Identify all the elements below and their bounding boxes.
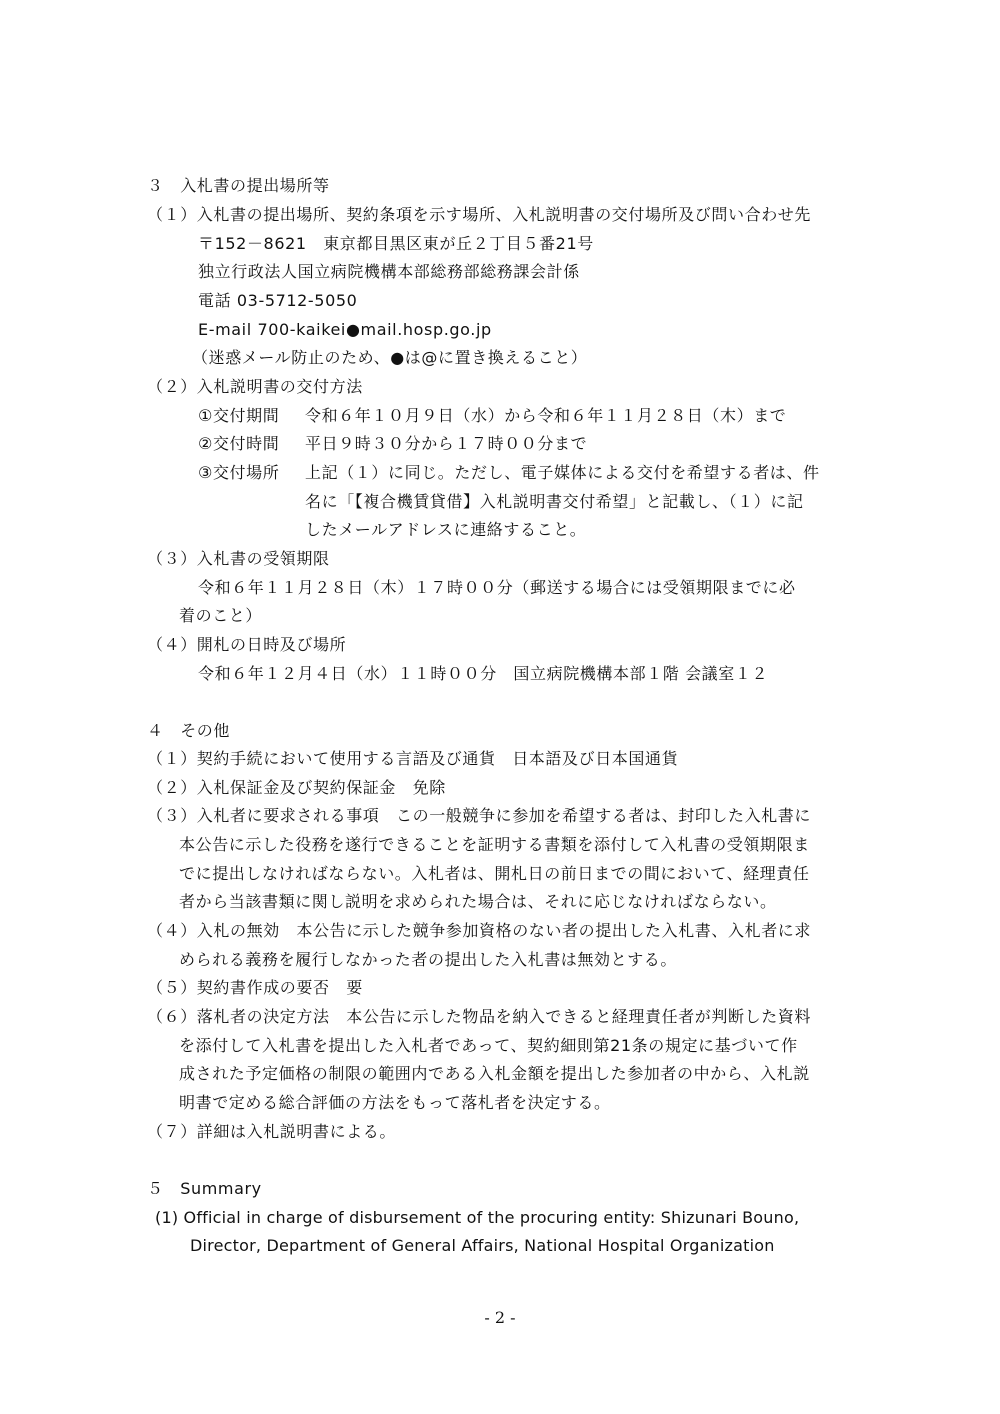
s4-item4-line: （４）入札の無効 本公告に示した競争参加資格のない者の提出した入札書、入札者に求: [147, 921, 812, 940]
s4-item6-line: を添付して入札書を提出した入札者であって、契約細則第21条の規定に基づいて作: [179, 1036, 798, 1055]
s4-item3-line: 本公告に示した役務を遂行できることを証明する書類を添付して入札書の受領期限ま: [179, 835, 810, 854]
s4-item6-line: 成された予定価格の制限の範囲内である入札金額を提出した参加者の中から、入札説: [179, 1064, 810, 1083]
s4-item3-line: 者から当該書類に関し説明を求められた場合は、それに応じなければならない。: [179, 892, 777, 911]
s3-place-label: ③交付場所: [198, 463, 280, 482]
s3-period-label: ①交付期間: [198, 406, 280, 425]
section-4-heading: ４ その他: [147, 721, 231, 740]
s3-item4-line1: 令和６年１２月４日（水）１１時００分 国立病院機構本部１階 会議室１２: [198, 664, 769, 683]
s3-item4-label: （４）開札の日時及び場所: [147, 635, 347, 654]
section-5-heading: ５ Summary: [147, 1179, 262, 1198]
s3-period-value: 令和６年１０月９日（水）から令和６年１１月２８日（木）まで: [305, 406, 787, 425]
s4-item6-line: 明書で定める総合評価の方法をもって落札者を決定する。: [179, 1093, 611, 1112]
s3-place-value-2: 名に「【複合機賃貸借】入札説明書交付希望」と記載し、（１）に記: [305, 492, 804, 511]
s3-organization: 独立行政法人国立病院機構本部総務部総務課会計係: [198, 262, 580, 281]
s5-item1-line2: Director, Department of General Affairs, National Hospital Organization: [190, 1236, 775, 1255]
s4-item2: （２）入札保証金及び契約保証金 免除: [147, 778, 446, 797]
s4-item4-line: められる義務を履行しなかった者の提出した入札書は無効とする。: [179, 950, 678, 969]
page-number: - 2 -: [484, 1308, 516, 1327]
s3-email: E-mail 700-kaikei●mail.hosp.go.jp: [198, 320, 492, 339]
s4-item6-line: （６）落札者の決定方法 本公告に示した物品を納入できると経理責任者が判断した資料: [147, 1007, 812, 1026]
s4-item5: （５）契約書作成の要否 要: [147, 978, 363, 997]
s3-item3-line1: 令和６年１１月２８日（木）１７時００分（郵送する場合には受領期限までに必: [198, 578, 796, 597]
s3-time-label: ②交付時間: [198, 434, 280, 453]
s3-place-value-1: 上記（１）に同じ。ただし、電子媒体による交付を希望する者は、件: [305, 463, 820, 482]
s3-place-value-3: したメールアドレスに連絡すること。: [305, 520, 587, 539]
s4-item3-line: でに提出しなければならない。入札者は、開札日の前日までの間において、経理責任: [179, 864, 810, 883]
s4-item1: （１）契約手続において使用する言語及び通貨 日本語及び日本国通貨: [147, 749, 679, 768]
s4-item7: （７）詳細は入札説明書による。: [147, 1122, 397, 1141]
section-3-heading: ３ 入札書の提出場所等: [147, 176, 330, 195]
s3-telephone: 電話 03-5712-5050: [198, 291, 358, 310]
s4-item3-line: （３）入札者に要求される事項 この一般競争に参加を希望する者は、封印した入札書に: [147, 806, 812, 825]
s3-item1-label: （１）入札書の提出場所、契約条項を示す場所、入札説明書の交付場所及び問い合わせ先: [147, 205, 812, 224]
s3-item2-label: （２）入札説明書の交付方法: [147, 377, 363, 396]
s3-email-note: （迷惑メール防止のため、●は@に置き換えること）: [192, 348, 588, 367]
s3-postal-address: 〒152－8621 東京都目黒区東が丘２丁目５番21号: [198, 234, 594, 253]
s3-time-value: 平日９時３０分から１７時００分まで: [305, 434, 588, 453]
s5-item1-line1: (1) Official in charge of disbursement of the procuring entity: Shizunari Bouno,: [155, 1208, 800, 1227]
s3-item3-label: （３）入札書の受領期限: [147, 549, 330, 568]
s3-item3-line2: 着のこと）: [179, 606, 263, 625]
